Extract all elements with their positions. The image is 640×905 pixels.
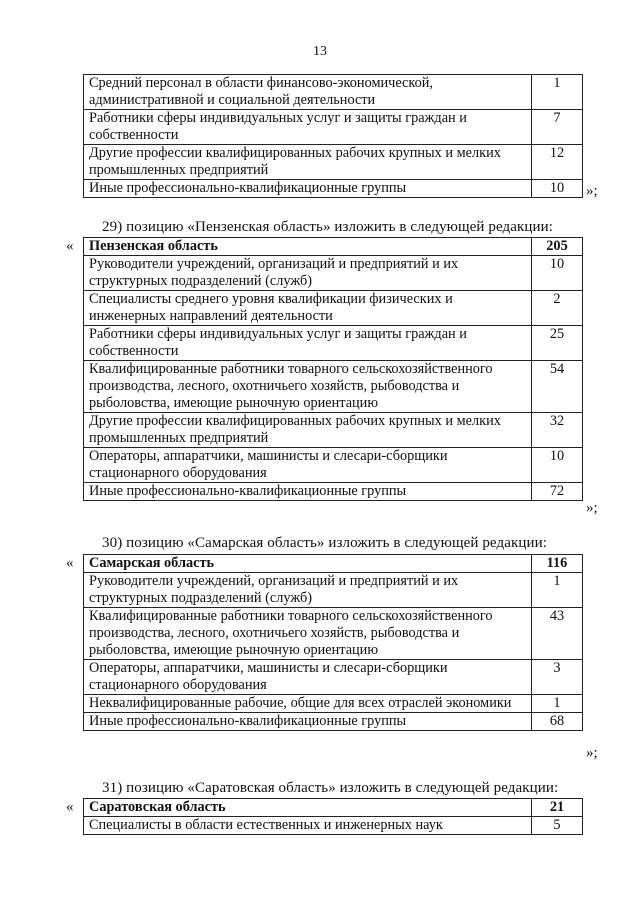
table-row — [84, 483, 583, 501]
row-label: Средний персонал в области финансово-экономической, административной и социальной деятельности — [84, 75, 532, 110]
row-value: 68 — [532, 713, 583, 731]
table-row — [84, 713, 583, 731]
table-saratov — [83, 798, 583, 835]
row-label: Иные профессионально-квалификационные группы — [84, 483, 532, 501]
table-row — [84, 180, 583, 198]
table-row — [84, 291, 583, 326]
section-30-intro: 30) позицию «Самарская область» изложить в следующей редакции: — [102, 535, 548, 551]
table-row — [84, 448, 583, 483]
row-label: Специалисты в области естественных и инженерных наук — [84, 817, 532, 835]
row-label: Другие профессии квалифицированных рабочих крупных и мелких промышленных предприятий — [84, 145, 532, 180]
row-label: Квалифицированные работники товарного сельскохозяйственного производства, лесного, охотничьего хозяйств, рыбоводства и рыболовства, имеющие рыночную ориентацию — [84, 361, 532, 413]
table-heading-row — [84, 555, 583, 573]
table-row — [84, 256, 583, 291]
row-label: Руководители учреждений, организаций и предприятий и их структурных подразделений (служб) — [84, 256, 532, 291]
table-row — [84, 145, 583, 180]
region-total: 116 — [532, 555, 583, 573]
table-row — [84, 660, 583, 695]
row-label: Иные профессионально-квалификационные группы — [84, 180, 532, 198]
table-row — [84, 608, 583, 660]
row-label: Иные профессионально-квалификационные группы — [84, 713, 532, 731]
closing-quote: »; — [586, 745, 598, 761]
table-samara — [83, 554, 583, 731]
table-row — [84, 413, 583, 448]
opening-quote: « — [66, 555, 74, 571]
row-label: Специалисты среднего уровня квалификации физических и инженерных направлений деятельности — [84, 291, 532, 326]
row-value: 1 — [532, 695, 583, 713]
row-value: 1 — [532, 75, 583, 110]
row-label: Руководители учреждений, организаций и предприятий и их структурных подразделений (служб) — [84, 573, 532, 608]
row-value: 1 — [532, 573, 583, 608]
row-value: 2 — [532, 291, 583, 326]
row-value: 12 — [532, 145, 583, 180]
row-value: 43 — [532, 608, 583, 660]
row-value: 72 — [532, 483, 583, 501]
table-row — [84, 695, 583, 713]
closing-quote: »; — [586, 500, 598, 516]
region-total: 205 — [532, 238, 583, 256]
table-row — [84, 75, 583, 110]
table-row — [84, 110, 583, 145]
row-value: 10 — [532, 180, 583, 198]
table-heading-row — [84, 238, 583, 256]
row-value: 10 — [532, 448, 583, 483]
table-row — [84, 573, 583, 608]
row-label: Работники сферы индивидуальных услуг и защиты граждан и собственности — [84, 326, 532, 361]
opening-quote: « — [66, 799, 74, 815]
page-number: 13 — [313, 44, 327, 59]
row-value: 25 — [532, 326, 583, 361]
opening-quote: « — [66, 238, 74, 254]
table-row — [84, 817, 583, 835]
section-31-intro: 31) позицию «Саратовская область» изложить в следующей редакции: — [102, 780, 559, 796]
row-label: Неквалифицированные рабочие, общие для всех отраслей экономики — [84, 695, 532, 713]
row-value: 3 — [532, 660, 583, 695]
row-label: Квалифицированные работники товарного сельскохозяйственного производства, лесного, охотничьего хозяйств, рыбоводства и рыболовства, имеющие рыночную ориентацию — [84, 608, 532, 660]
row-value: 10 — [532, 256, 583, 291]
region-name: Пензенская область — [84, 238, 532, 256]
region-name: Саратовская область — [84, 799, 532, 817]
row-label: Работники сферы индивидуальных услуг и защиты граждан и собственности — [84, 110, 532, 145]
table-row — [84, 326, 583, 361]
row-value: 32 — [532, 413, 583, 448]
row-label: Операторы, аппаратчики, машинисты и слесари-сборщики стационарного оборудования — [84, 660, 532, 695]
row-label: Другие профессии квалифицированных рабочих крупных и мелких промышленных предприятий — [84, 413, 532, 448]
closing-quote: »; — [586, 183, 598, 199]
table-row — [84, 361, 583, 413]
row-value: 54 — [532, 361, 583, 413]
row-value: 5 — [532, 817, 583, 835]
section-29-intro: 29) позицию «Пензенская область» изложить в следующей редакции: — [102, 219, 554, 235]
table-penza — [83, 237, 583, 501]
table-top — [83, 74, 583, 198]
region-total: 21 — [532, 799, 583, 817]
row-value: 7 — [532, 110, 583, 145]
row-label: Операторы, аппаратчики, машинисты и слесари-сборщики стационарного оборудования — [84, 448, 532, 483]
region-name: Самарская область — [84, 555, 532, 573]
table-heading-row — [84, 799, 583, 817]
